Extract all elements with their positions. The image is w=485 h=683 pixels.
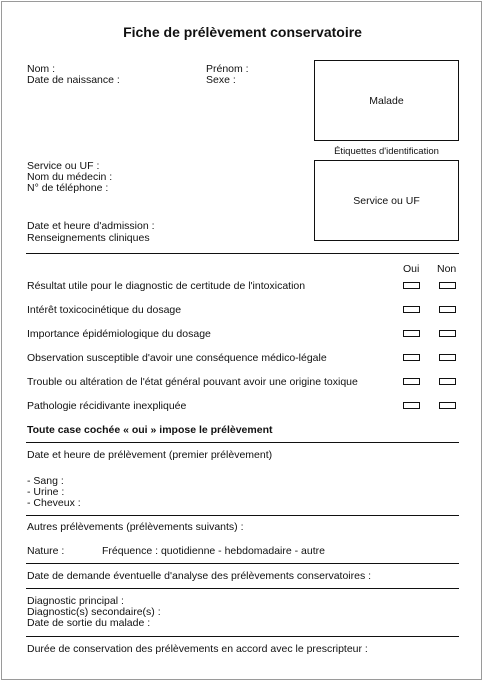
- criterion-label: Observation susceptible d'avoir une conséquence médico-légale: [27, 352, 327, 364]
- mandatory-note: Toute case cochée « oui » impose le prélèvement: [27, 424, 273, 436]
- form-title: Fiche de prélèvement conservatoire: [123, 24, 362, 40]
- non-header: Non: [437, 263, 457, 275]
- checkbox-non[interactable]: [439, 378, 456, 385]
- service-label-text: Service ou UF: [353, 194, 420, 207]
- diagnostic-secondaire-field[interactable]: Diagnostic(s) secondaire(s) :: [27, 606, 161, 618]
- prenom-field[interactable]: Prénom :: [206, 63, 249, 75]
- sang-field[interactable]: - Sang :: [27, 475, 64, 487]
- criterion-label: Importance épidémiologique du dosage: [27, 328, 211, 340]
- checkbox-non[interactable]: [439, 282, 456, 289]
- frequence-options[interactable]: Fréquence : quotidienne - hebdomadaire - autre: [102, 545, 325, 557]
- section-divider: [26, 588, 459, 589]
- urine-field[interactable]: - Urine :: [27, 486, 65, 498]
- section-divider: [26, 253, 459, 254]
- label-boxes-caption: Étiquettes d'identification: [334, 146, 439, 157]
- prelevement-date-field[interactable]: Date et heure de prélèvement (premier prélèvement): [27, 449, 273, 461]
- patient-label-box[interactable]: [314, 60, 459, 141]
- service-label-box[interactable]: [314, 160, 459, 241]
- section-divider: [26, 636, 459, 637]
- renseignements-cliniques-field[interactable]: Renseignements cliniques: [27, 232, 150, 244]
- checkbox-oui[interactable]: [403, 330, 420, 337]
- checkbox-oui[interactable]: [403, 378, 420, 385]
- checkbox-non[interactable]: [439, 330, 456, 337]
- checkbox-oui[interactable]: [403, 354, 420, 361]
- criterion-label: Pathologie récidivante inexpliquée: [27, 400, 187, 412]
- checkbox-non[interactable]: [439, 306, 456, 313]
- section-divider: [26, 442, 459, 443]
- checkbox-oui[interactable]: [403, 282, 420, 289]
- telephone-field[interactable]: N° de téléphone :: [27, 182, 109, 194]
- medecin-field[interactable]: Nom du médecin :: [27, 171, 113, 183]
- oui-header: Oui: [403, 263, 420, 275]
- nature-field[interactable]: Nature :: [27, 545, 65, 557]
- cheveux-field[interactable]: - Cheveux :: [27, 497, 81, 509]
- section-divider: [26, 515, 459, 516]
- nom-field[interactable]: Nom :: [27, 63, 56, 75]
- autres-prelevements-field[interactable]: Autres prélèvements (prélèvements suivants) :: [27, 521, 244, 533]
- patient-label-text: Malade: [369, 94, 404, 107]
- sexe-field[interactable]: Sexe :: [206, 74, 236, 86]
- date-naissance-field[interactable]: Date de naissance :: [27, 74, 120, 86]
- checkbox-non[interactable]: [439, 354, 456, 361]
- checkbox-non[interactable]: [439, 402, 456, 409]
- admission-date-field[interactable]: Date et heure d'admission :: [27, 220, 155, 232]
- section-divider: [26, 563, 459, 564]
- criterion-label: Trouble ou altération de l'état général pouvant avoir une origine toxique: [27, 376, 358, 388]
- duree-conservation-field[interactable]: Durée de conservation des prélèvements en accord avec le prescripteur :: [27, 643, 368, 655]
- criterion-label: Intérêt toxicocinétique du dosage: [27, 304, 182, 316]
- checkbox-oui[interactable]: [403, 402, 420, 409]
- demande-analyse-field[interactable]: Date de demande éventuelle d'analyse des prélèvements conservatoires :: [27, 570, 372, 582]
- service-field[interactable]: Service ou UF :: [27, 160, 100, 172]
- date-sortie-field[interactable]: Date de sortie du malade :: [27, 617, 151, 629]
- criterion-label: Résultat utile pour le diagnostic de certitude de l'intoxication: [27, 280, 306, 292]
- diagnostic-principal-field[interactable]: Diagnostic principal :: [27, 595, 124, 607]
- checkbox-oui[interactable]: [403, 306, 420, 313]
